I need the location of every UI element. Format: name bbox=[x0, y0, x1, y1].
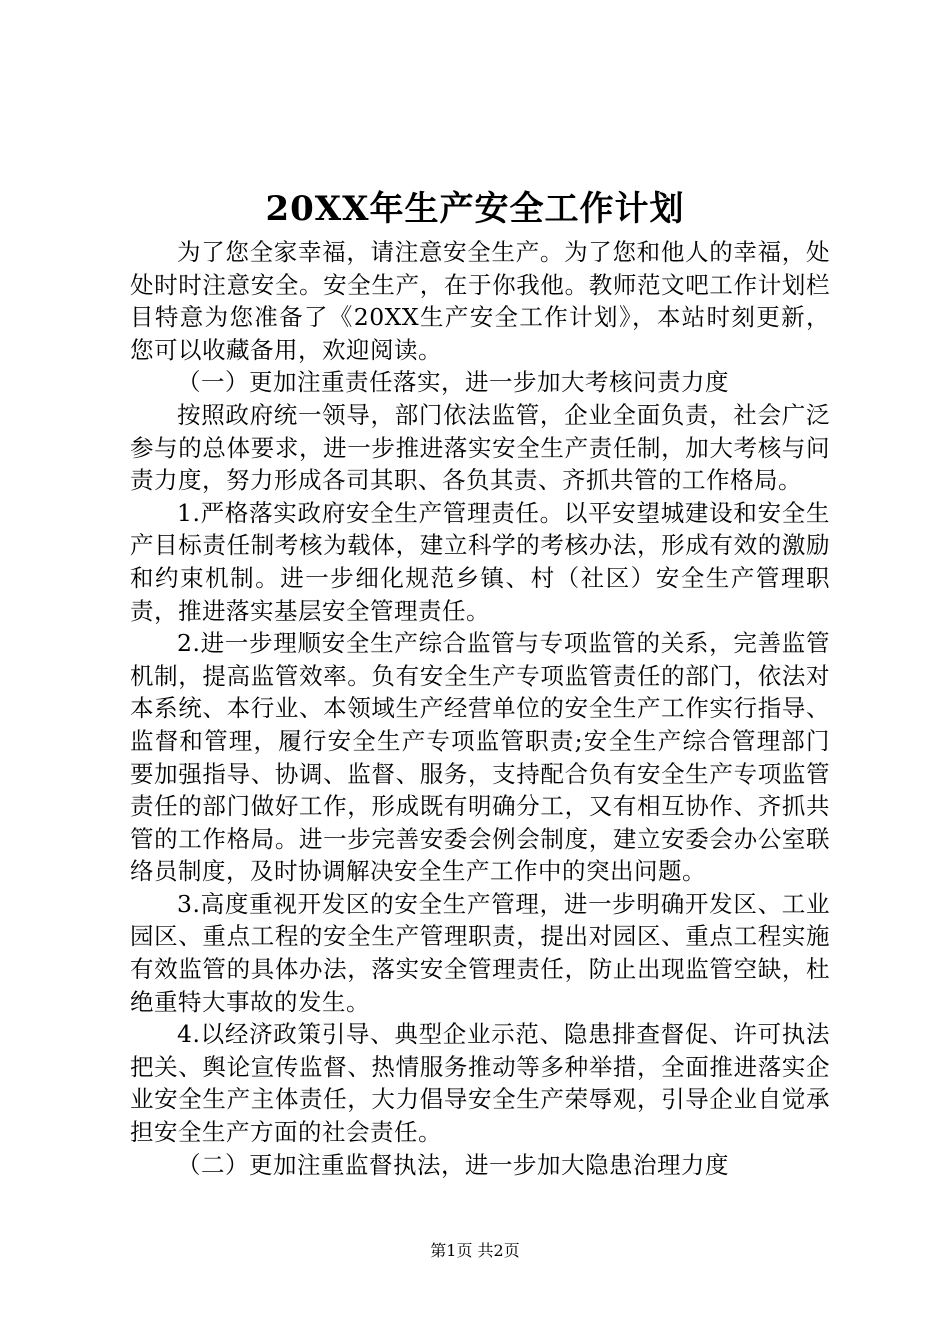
document-body bbox=[130, 236, 830, 1181]
paragraph-intro: 为了您全家幸福，请注意安全生产。为了您和他人的幸福，处处时时注意安全。安全生产，在于你我他。教师范文吧工作计划栏目特意为您准备了《20XX生产安全工作计划》，本站时刻更新，您可以收藏备用，欢迎阅读。 bbox=[130, 238, 830, 364]
list-item-1: 1.严格落实政府安全生产管理责任。以平安望城建设和安全生产目标责任制考核为载体，建立科学的考核办法，形成有效的激励和约束机制。进一步细化规范乡镇、村（社区）安全生产管理职责，推进落实基层安全管理责任。 bbox=[130, 498, 830, 625]
section-heading-2: （二）更加注重监督执法，进一步加大隐患治理力度 bbox=[177, 1150, 729, 1179]
page-footer: 第1页 共2页 bbox=[430, 1241, 520, 1260]
document-title: 20XX年生产安全工作计划 bbox=[265, 189, 685, 229]
list-item-2: 2.进一步理顺安全生产综合监管与专项监管的关系，完善监管机制，提高监管效率。负有安全生产专项监管责任的部门，依法对本系统、本行业、本领域生产经营单位的安全生产工作实行指导、监督和管理，履行安全生产专项监管职责;安全生产综合管理部门要加强指导、协调、监督、服务，支持配合负有安全生产专项监管责任的部门做好工作，形成既有明确分工，又有相互协作、齐抓共管的工作格局。进一步完善安委会例会制度，建立安委会办公室联络员制度，及时协调解决安全生产工作中的突出问题。 bbox=[130, 629, 830, 886]
section-heading-1: （一）更加注重责任落实，进一步加大考核问责力度 bbox=[177, 368, 729, 397]
paragraph: 按照政府统一领导，部门依法监管，企业全面负责，社会广泛参与的总体要求，进一步推进落实安全生产责任制，加大考核与问责力度，努力形成各司其职、各负其责、齐抓共管的工作格局。 bbox=[130, 400, 830, 495]
list-item-4: 4.以经济政策引导、典型企业示范、隐患排查督促、许可执法把关、舆论宣传监督、热情服务推动等多种举措，全面推进落实企业安全生产主体责任，大力倡导安全生产荣辱观，引导企业自觉承担安全生产方面的社会责任。 bbox=[130, 1020, 830, 1147]
list-item-3: 3.高度重视开发区的安全生产管理，进一步明确开发区、工业园区、重点工程的安全生产管理职责，提出对园区、重点工程实施有效监管的具体办法，落实安全管理责任，防止出现监管空缺，杜绝重特大事故的发生。 bbox=[130, 889, 830, 1016]
